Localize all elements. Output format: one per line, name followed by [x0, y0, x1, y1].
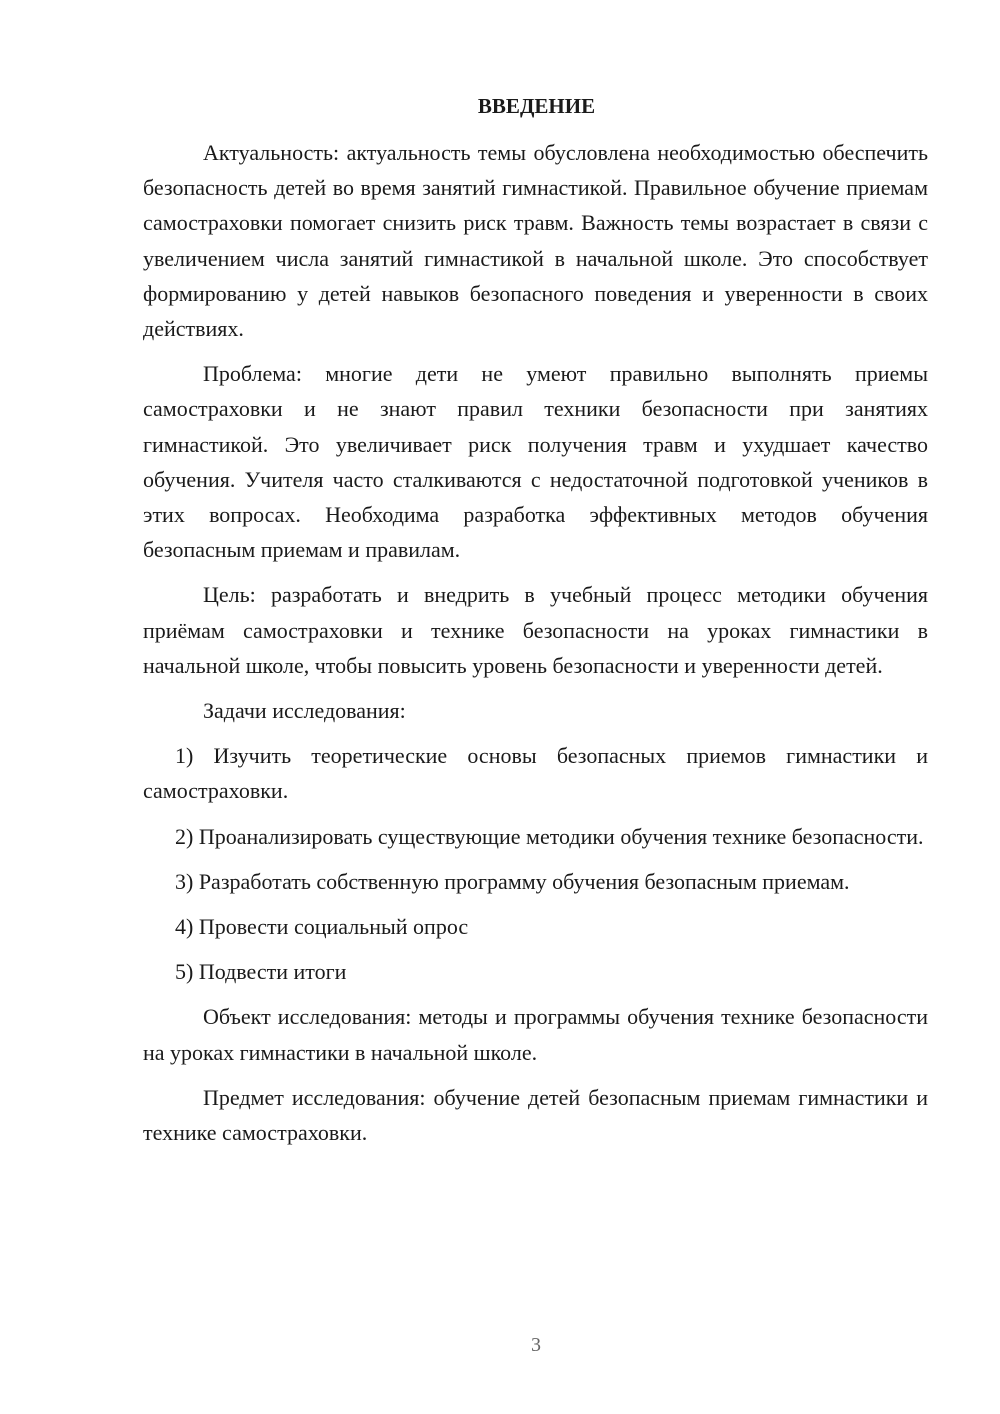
problem-paragraph: Проблема: многие дети не умеют правильно выполнять приемы самостраховки и не знают правил техники безопасности при занятиях гимнастикой. Это увеличивает риск получения травм и ухудшает качество обучения. Учителя часто сталкиваются с недостаточной подготовкой учеников в этих вопросах. Необходима разработка эффективных методов обучения безопасным приемам и правилам. — [143, 361, 928, 563]
task-item-4: 4) Провести социальный опрос — [175, 914, 469, 940]
task-item-5: 5) Подвести итоги — [175, 959, 347, 985]
subject-paragraph: Предмет исследования: обучение детей безопасным приемам гимнастики и технике самостраховки. — [143, 1084, 928, 1146]
document-page — [143, 94, 928, 1160]
goal-paragraph: Цель: разработать и внедрить в учебный процесс методики обучения приёмам самостраховки и технике безопасности на уроках гимнастики в начальной школе, чтобы повысить уровень безопасности и уверенности детей. — [143, 582, 928, 678]
tasks-list — [143, 738, 928, 989]
page-number: 3 — [531, 1334, 541, 1356]
object-paragraph: Объект исследования: методы и программы обучения технике безопасности на уроках гимнастики в начальной школе. — [143, 1004, 928, 1065]
tasks-heading: Задачи исследования: — [203, 698, 406, 724]
task-item-3: 3) Разработать собственную программу обучения безопасным приемам. — [175, 868, 850, 894]
task-item-2: 2) Проанализировать существующие методики обучения технике безопасности. — [175, 823, 924, 849]
relevance-paragraph: Актуальность: актуальность темы обусловлена необходимостью обеспечить безопасность детей во время занятий гимнастикой. Правильное обучение приемам самостраховки помогает снизить риск травм. Важность темы возрастает в связи с увеличением числа занятий гимнастикой в начальной школе. Это способствует формированию у детей навыков безопасного поведения и уверенности в своих действиях. — [143, 140, 928, 342]
page-title: ВВЕДЕНИЕ — [477, 94, 596, 118]
task-item-1: 1) Изучить теоретические основы безопасных приемов гимнастики и самостраховки. — [143, 743, 928, 804]
